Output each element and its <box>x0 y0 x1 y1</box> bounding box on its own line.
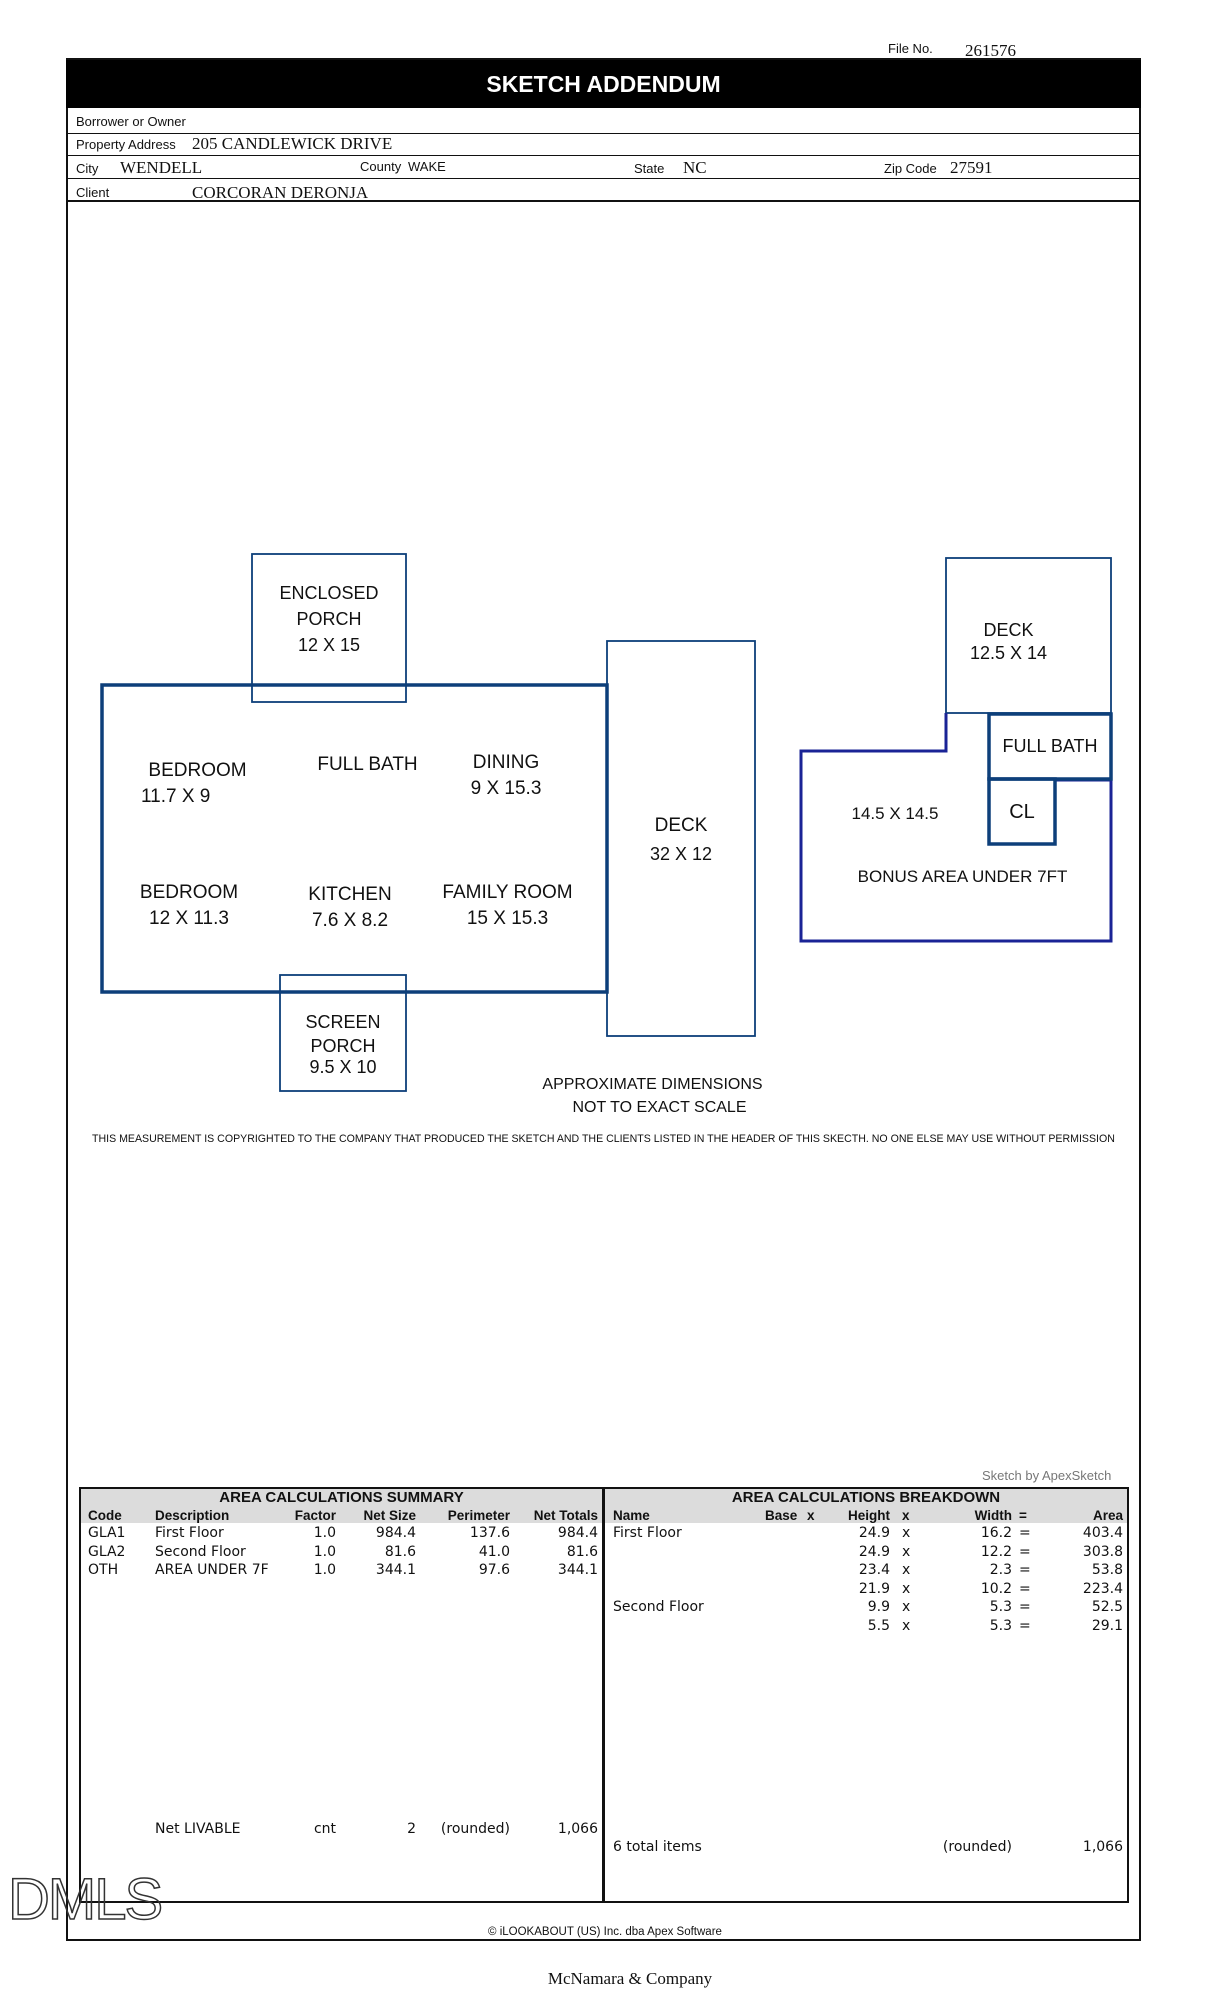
city-label: City <box>76 161 99 176</box>
net-livable-count: 2 <box>407 1821 416 1837</box>
column-header: Factor <box>294 1508 336 1523</box>
column-header: Name <box>613 1508 650 1523</box>
company-name: McNamara & Company <box>547 1969 713 1988</box>
room-name: FULL BATH <box>1002 736 1098 756</box>
room-dimensions: 12 X 11.3 <box>149 908 229 929</box>
room-dimensions: 12 X 15 <box>297 635 361 655</box>
full-bath-label <box>300 752 435 778</box>
breakdown-height: 24.9 <box>858 1543 890 1560</box>
summary-cell: 81.6 <box>384 1543 416 1560</box>
net-livable-total: 1,066 <box>557 1821 598 1837</box>
net-livable-label: Net LIVABLE <box>155 1821 241 1837</box>
address-value: 205 CANDLEWICK DRIVE <box>192 134 393 153</box>
total-items: 6 total items <box>613 1839 702 1855</box>
deck-label <box>946 619 1071 665</box>
column-header: Width <box>974 1508 1012 1523</box>
breakdown-width: 5.3 <box>989 1617 1012 1634</box>
room-name: BEDROOM <box>148 760 247 781</box>
breakdown-area: 52.5 <box>1091 1599 1123 1615</box>
breakdown-height: 9.9 <box>867 1599 890 1615</box>
room-name: DECK <box>983 620 1034 640</box>
summary-cell: 1.0 <box>313 1562 336 1578</box>
room-dimensions: 15 X 15.3 <box>466 908 549 929</box>
breakdown-times: x <box>902 1525 911 1541</box>
summary-cell: 137.6 <box>469 1525 510 1541</box>
breakdown-times: x <box>902 1599 911 1615</box>
client-label: Client <box>76 185 110 200</box>
room-name: FAMILY ROOM <box>442 882 573 903</box>
kitchen-label <box>290 882 410 934</box>
file-no-label: File No. <box>888 41 933 56</box>
dining-label <box>450 750 562 802</box>
summary-cell: OTH <box>88 1562 119 1578</box>
column-header: Net Totals <box>533 1508 598 1523</box>
copyright-note: THIS MEASUREMENT IS COPYRIGHTED TO THE COMPANY THAT PRODUCED THE SKETCH AND THE CLIENTS LISTED IN THE HEADER OF THIS SKECTH. NO ONE ELSE MAY USE WITHOUT PERMISSION <box>92 1133 1115 1145</box>
file-no-value: 261576 <box>965 41 1016 60</box>
room-name: SCREEN <box>305 1012 381 1032</box>
address-label: Property Address <box>76 137 176 152</box>
column-header: Area <box>1092 1508 1123 1523</box>
room-name: ENCLOSED <box>279 583 379 603</box>
room-dimensions: 32 X 12 <box>649 844 713 864</box>
deck-label <box>607 812 755 868</box>
room-dimensions: 7.6 X 8.2 <box>311 910 389 931</box>
breakdown-times: x <box>902 1562 911 1578</box>
table-separator <box>602 1487 605 1903</box>
summary-cell: 344.1 <box>557 1562 598 1578</box>
county-value: WAKE <box>408 159 446 174</box>
breakdown-times: x <box>902 1617 911 1634</box>
summary-cell: 984.4 <box>557 1525 598 1541</box>
summary-cell: 984.4 <box>375 1525 416 1541</box>
breakdown-height: 24.9 <box>858 1525 890 1541</box>
room-name: BONUS AREA UNDER 7FT <box>857 867 1068 886</box>
note-line: APPROXIMATE DIMENSIONS <box>542 1076 763 1093</box>
room-dimensions: 9.5 X 10 <box>309 1057 377 1077</box>
client-value: CORCORAN DERONJA <box>192 183 369 202</box>
breakdown-width: 5.3 <box>989 1599 1012 1615</box>
breakdown-height: 21.9 <box>858 1580 890 1597</box>
room-dimensions: 14.5 X 14.5 <box>851 804 939 823</box>
breakdown-times: x <box>902 1580 911 1597</box>
state-label: State <box>634 161 665 176</box>
breakdown-area: 53.8 <box>1091 1562 1123 1578</box>
breakdown-area: 403.4 <box>1082 1525 1123 1541</box>
breakdown-equals: = <box>1019 1580 1031 1597</box>
column-header: Height <box>848 1508 890 1523</box>
main-house-outline <box>102 685 280 992</box>
summary-cell: 1.0 <box>313 1543 336 1560</box>
breakdown-title: AREA CALCULATIONS BREAKDOWN <box>731 1489 1001 1506</box>
room-dimensions: 9 X 15.3 <box>470 778 542 799</box>
page-title: SKETCH ADDENDUM <box>66 60 1141 108</box>
breakdown-equals: = <box>1019 1543 1031 1560</box>
breakdown-width: 12.2 <box>980 1543 1012 1560</box>
software-credit: © iLOOKABOUT (US) Inc. dba Apex Software <box>488 1926 722 1938</box>
summary-cell: GLA2 <box>88 1543 126 1560</box>
breakdown-total: 1,066 <box>1082 1839 1123 1855</box>
room-name: FULL BATH <box>317 754 418 775</box>
room-dimensions: 11.7 X 9 <box>141 786 211 807</box>
county-label: County <box>360 159 402 174</box>
approximate-dimensions-note <box>520 1073 785 1119</box>
enclosed-porch-label <box>252 580 406 658</box>
breakdown-height: 5.5 <box>867 1617 890 1634</box>
zip-label: Zip Code <box>884 161 937 176</box>
screen-porch-label <box>280 1010 406 1079</box>
city-value: WENDELL <box>120 158 203 177</box>
breakdown-times: x <box>902 1543 911 1560</box>
breakdown-name: First Floor <box>613 1525 682 1541</box>
borrower-label: Borrower or Owner <box>76 114 186 129</box>
main-house-outline <box>406 685 607 992</box>
summary-cell: First Floor <box>155 1525 224 1541</box>
summary-title: AREA CALCULATIONS SUMMARY <box>219 1489 464 1506</box>
watermark-logo: DMLS <box>8 1867 162 1932</box>
closet-label <box>989 799 1055 825</box>
column-header: Code <box>88 1508 122 1523</box>
column-header: x <box>807 1508 815 1523</box>
column-header: x <box>902 1508 910 1523</box>
summary-cell: GLA1 <box>88 1525 126 1541</box>
family-room-label <box>430 880 585 932</box>
column-header: Base <box>765 1508 798 1523</box>
column-header: = <box>1019 1508 1027 1523</box>
summary-cell: 81.6 <box>566 1543 598 1560</box>
summary-cell: AREA UNDER 7F <box>155 1562 269 1578</box>
breakdown-width: 16.2 <box>980 1525 1012 1541</box>
breakdown-area: 223.4 <box>1082 1580 1123 1597</box>
column-header: Description <box>155 1508 230 1523</box>
bonus-area-label <box>840 864 1085 890</box>
breakdown-equals: = <box>1019 1599 1031 1615</box>
room-name: CL <box>1009 801 1035 823</box>
summary-cell: 41.0 <box>478 1543 510 1560</box>
breakdown-equals: = <box>1019 1525 1031 1541</box>
breakdown-width: 2.3 <box>989 1562 1012 1578</box>
summary-cell: Second Floor <box>155 1543 246 1560</box>
sketch-credit: Sketch by ApexSketch <box>982 1468 1112 1483</box>
bonus-size-label <box>840 801 950 827</box>
column-header: Perimeter <box>447 1508 510 1523</box>
net-livable-cnt: cnt <box>313 1821 336 1837</box>
room-name: KITCHEN <box>308 884 392 905</box>
zip-value: 27591 <box>950 158 993 177</box>
note-line: NOT TO EXACT SCALE <box>572 1099 747 1116</box>
net-livable-rounded: (rounded) <box>440 1821 510 1837</box>
summary-cell: 1.0 <box>313 1525 336 1541</box>
state-value: NC <box>683 158 707 177</box>
summary-cell: 344.1 <box>375 1562 416 1578</box>
room-dimensions: 12.5 X 14 <box>969 643 1048 663</box>
full-bath-label <box>989 733 1111 759</box>
bedroom-label <box>130 758 265 810</box>
breakdown-width: 10.2 <box>980 1580 1012 1597</box>
breakdown-area: 29.1 <box>1091 1617 1123 1634</box>
breakdown-equals: = <box>1019 1617 1031 1634</box>
room-name: PORCH <box>296 609 362 629</box>
breakdown-height: 23.4 <box>858 1562 890 1578</box>
breakdown-area: 303.8 <box>1082 1543 1123 1560</box>
room-name: DINING <box>472 752 540 773</box>
breakdown-rounded: (rounded) <box>942 1839 1012 1855</box>
breakdown-equals: = <box>1019 1562 1031 1578</box>
summary-cell: 97.6 <box>478 1562 510 1578</box>
room-name: DECK <box>654 815 708 836</box>
breakdown-name: Second Floor <box>613 1599 704 1615</box>
room-name: BEDROOM <box>139 882 239 903</box>
column-header: Net Size <box>363 1508 416 1523</box>
room-name: PORCH <box>310 1036 376 1056</box>
bedroom-label <box>124 880 254 932</box>
